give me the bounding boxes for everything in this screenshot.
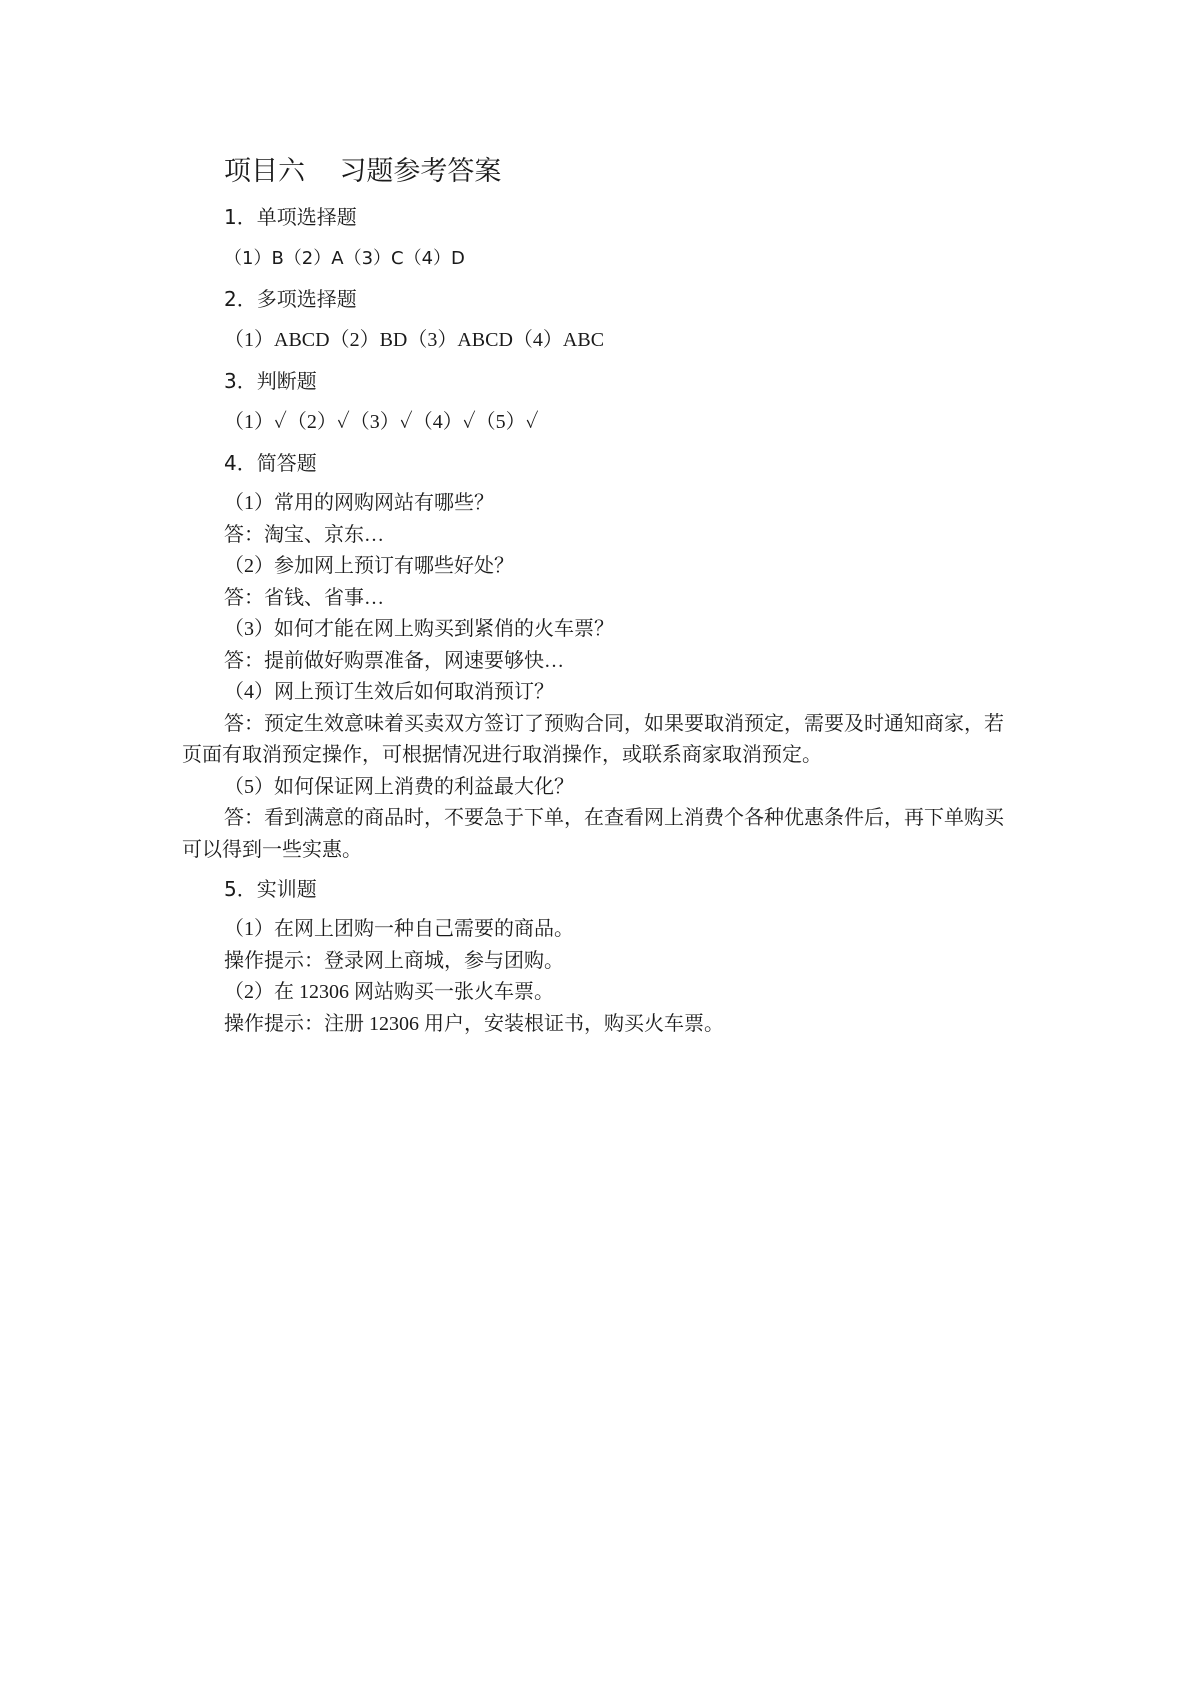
answer-2: 答：省钱、省事… [224, 586, 384, 609]
practical-task-2: （2）在 12306 网站购买一张火车票。 [224, 981, 554, 1003]
section-heading-true-false: 3．判断题 [224, 369, 317, 393]
section-heading-single-choice: 1．单项选择题 [224, 205, 357, 229]
section-heading-short-answer: 4．简答题 [224, 451, 317, 475]
answer-5: 答：看到满意的商品时，不要急于下单，在查看网上消费个各种优惠条件后，再下单购买可以得到一些实惠。 [182, 807, 1004, 861]
answer-4: 答：预定生效意味着买卖双方签订了预购合同，如果要取消预定，需要及时通知商家，若页面有取消预定操作，可根据情况进行取消操作，或联系商家取消预定。 [182, 712, 1004, 766]
answer-3: 答：提前做好购票准备，网速要够快… [224, 649, 564, 672]
practical-hint-1: 操作提示：登录网上商城，参与团购。 [224, 949, 564, 972]
section-heading-multi-choice: 2．多项选择题 [224, 287, 357, 311]
practical-block [182, 914, 1022, 1040]
section-heading-practical: 5．实训题 [224, 877, 317, 901]
true-false-answers: （1）✓（2）✓（3）✓（4）✓（5）✓ [224, 411, 539, 433]
practical-hint-2: 操作提示：注册 12306 用户，安装根证书，购买火车票。 [224, 1012, 724, 1035]
question-3: （3）如何才能在网上购买到紧俏的火车票？ [224, 618, 614, 640]
single-choice-answers: （1）B（2）A（3）C（4）D [224, 248, 465, 269]
short-answer-block [182, 488, 1022, 866]
question-2: （2）参加网上预订有哪些好处？ [224, 555, 514, 577]
question-4: （4）网上预订生效后如何取消预订？ [224, 681, 554, 703]
question-1: （1）常用的网购网站有哪些？ [224, 492, 494, 514]
question-5: （5）如何保证网上消费的利益最大化？ [224, 775, 574, 798]
practical-task-1: （1）在网上团购一种自己需要的商品。 [224, 918, 574, 940]
answer-1: 答：淘宝、京东… [224, 523, 384, 546]
page-title: 项目六 习题参考答案 [224, 156, 502, 187]
multi-choice-answers: （1）ABCD（2）BD（3）ABCD（4）ABC [224, 329, 605, 351]
